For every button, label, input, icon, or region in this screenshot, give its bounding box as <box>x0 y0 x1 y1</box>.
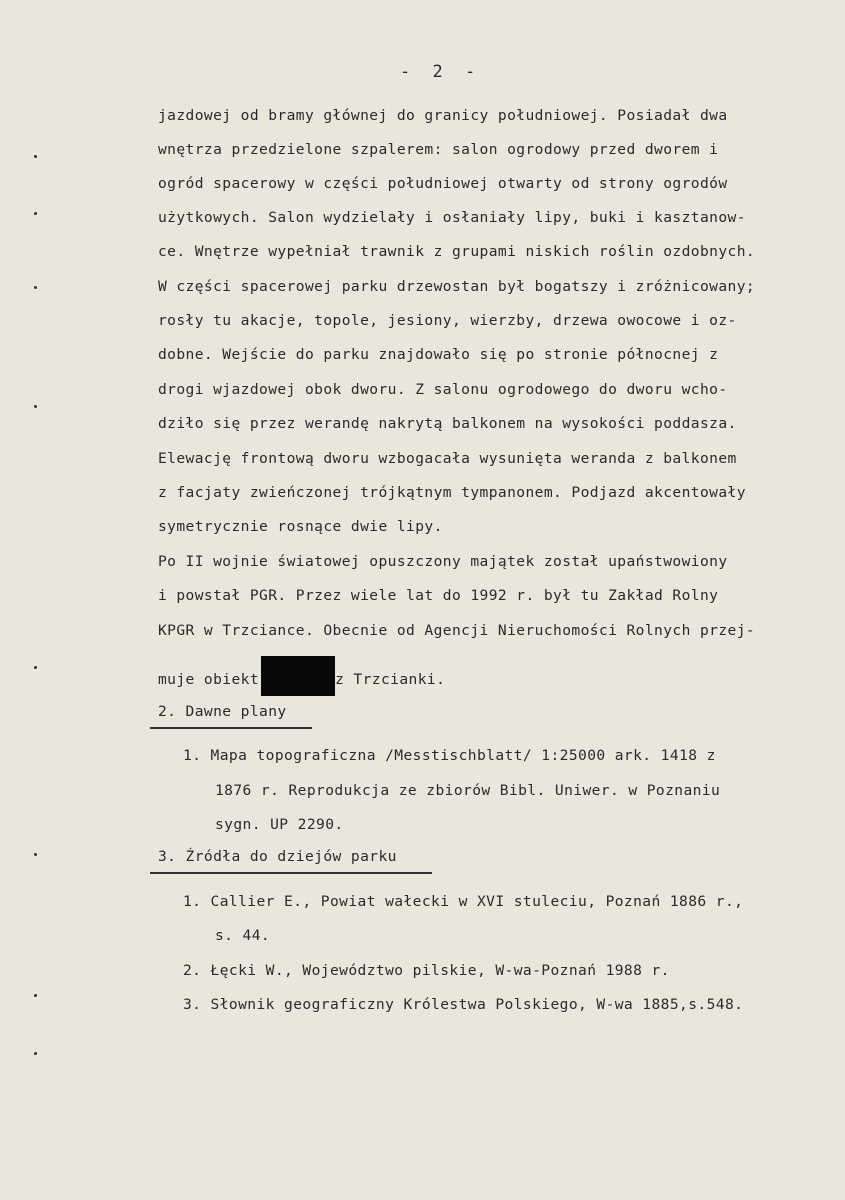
margin-dot <box>34 405 37 408</box>
body-line: dobne. Wejście do parku znajdowało się po stronie północnej z <box>158 346 719 363</box>
body-line: jazdowej od bramy głównej do granicy południowej. Posiadał dwa <box>158 107 728 124</box>
margin-dot <box>34 853 37 856</box>
body-line: i powstał PGR. Przez wiele lat do 1992 r. był tu Zakład Rolny <box>158 587 719 604</box>
list-item: 2. Łęcki W., Województwo pilskie, W-wa-Poznań 1988 r. <box>183 962 670 979</box>
list-item-continuation: sygn. UP 2290. <box>215 816 344 833</box>
body-line: W części spacerowej parku drzewostan był bogatszy i zróżnicowany; <box>158 278 756 295</box>
heading-underline <box>150 727 312 729</box>
heading-underline <box>150 872 432 874</box>
margin-dot <box>34 155 37 158</box>
body-line: dziło się przez werandę nakrytą balkonem na wysokości poddasza. <box>158 415 737 432</box>
margin-dot <box>34 666 37 669</box>
list-item-continuation: s. 44. <box>215 927 271 944</box>
body-text: muje obiekt <box>158 671 260 688</box>
list-item: 1. Mapa topograficzna /Messtischblatt/ 1:25000 ark. 1418 z <box>183 747 716 764</box>
body-line: KPGR w Trzciance. Obecnie od Agencji Nieruchomości Rolnych przej- <box>158 622 756 639</box>
body-line: Po II wojnie światowej opuszczony majątek został upaństwowiony <box>158 553 728 570</box>
margin-dot <box>34 994 37 997</box>
body-line: ogród spacerowy w części południowej otwarty od strony ogrodów <box>158 175 728 192</box>
section-heading: 2. Dawne plany <box>158 703 287 720</box>
redaction-block <box>261 656 335 696</box>
body-line: drogi wjazdowej obok dworu. Z salonu ogrodowego do dworu wcho- <box>158 381 728 398</box>
margin-dot <box>34 286 37 289</box>
section-heading: 3. Źródła do dziejów parku <box>158 848 397 865</box>
margin-dot <box>34 212 37 215</box>
body-line: z facjaty zwieńczonej trójkątnym tympanonem. Podjazd akcentowały <box>158 484 746 501</box>
margin-dot <box>34 1052 37 1055</box>
body-line: wnętrza przedzielone szpalerem: salon ogrodowy przed dworem i <box>158 141 719 158</box>
body-line-redacted <box>158 656 445 696</box>
body-text: z Trzcianki. <box>335 671 446 688</box>
list-item-continuation: 1876 r. Reprodukcja ze zbiorów Bibl. Uniwer. w Poznaniu <box>215 782 721 799</box>
page-number: - 2 - <box>400 62 482 82</box>
body-line: użytkowych. Salon wydzielały i osłaniały lipy, buki i kasztanow- <box>158 209 746 226</box>
body-line: rosły tu akacje, topole, jesiony, wierzby, drzewa owocowe i oz- <box>158 312 737 329</box>
list-item: 1. Callier E., Powiat wałecki w XVI stuleciu, Poznań 1886 r., <box>183 893 744 910</box>
body-line: symetrycznie rosnące dwie lipy. <box>158 518 443 535</box>
body-line: Elewację frontową dworu wzbogacała wysunięta weranda z balkonem <box>158 450 737 467</box>
body-line: ce. Wnętrze wypełniał trawnik z grupami niskich roślin ozdobnych. <box>158 243 756 260</box>
list-item: 3. Słownik geograficzny Królestwa Polskiego, W-wa 1885,s.548. <box>183 996 744 1013</box>
